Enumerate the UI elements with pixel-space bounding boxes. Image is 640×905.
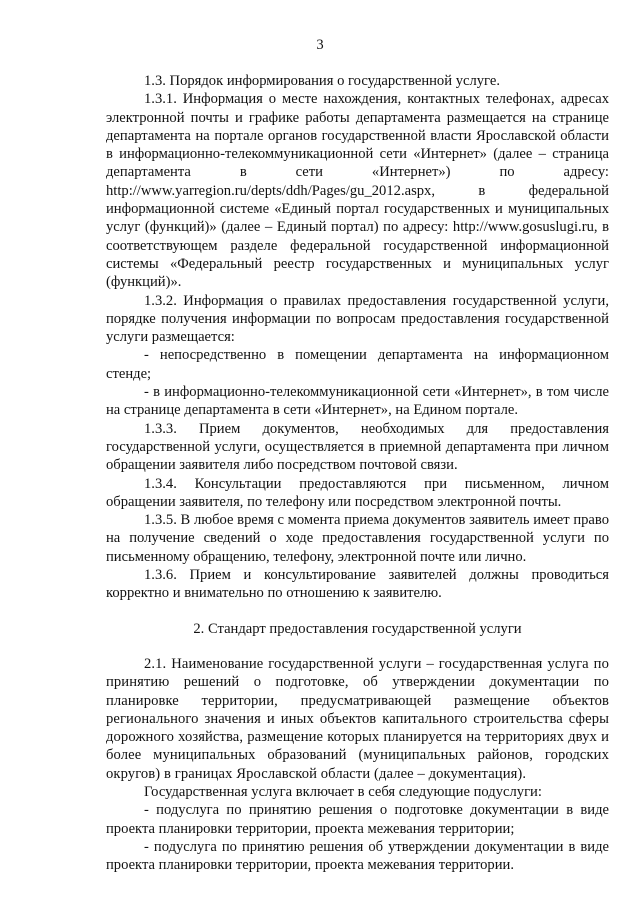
section-heading: 2. Стандарт предоставления государственной услуги <box>193 620 522 637</box>
list-item-subservice-approval: - подуслуга по принятию решения об утверждении документации в виде проекта планировки территории, проекта межевания территории. <box>106 838 609 874</box>
list-item-internet: - в информационно-телекоммуникационной сети «Интернет», в том числе на странице департамента в сети «Интернет», на Едином портале. <box>106 384 609 419</box>
paragraph-1-3-5: 1.3.5. В любое время с момента приема документов заявитель имеет право на получение сведений о ходе предоставления государственной услуги по письменному обращению, телефону, электронной почте или лично. <box>106 512 609 565</box>
document-body <box>106 72 609 874</box>
list-item-stand: - непосредственно в помещении департамента на информационном стенде; <box>106 347 609 382</box>
paragraph-subservices: Государственная услуга включает в себя следующие подуслуги: <box>144 783 542 800</box>
paragraph-1-3: 1.3. Порядок информирования о государственной услуге. <box>144 73 500 89</box>
list-item-subservice-preparation: - подуслуга по принятию решения о подготовке документации в виде проекта планировки территории, проекта межевания территории; <box>106 802 609 837</box>
paragraph-1-3-4: 1.3.4. Консультации предоставляются при письменном, личном обращении заявителя, по телефону или посредством электронной почты. <box>106 475 609 510</box>
paragraph-2-1: 2.1. Наименование государственной услуги – государственная услуга по принятию решений о подготовке, об утверждении документации по планировке территории, предусматривающей размещение объектов регионального значения и иных объектов капитального строительства сферы дорожного хозяйства, размещение которых планируется на территориях двух и более муниципальных образований (муниципальных районов, городских округов) в границах Ярославской области (далее – документация). <box>106 655 609 782</box>
paragraph-1-3-6: 1.3.6. Прием и консультирование заявителей должны проводиться корректно и внимательно по отношению к заявителю. <box>106 567 609 602</box>
paragraph-1-3-2: 1.3.2. Информация о правилах предоставления государственной услуги, порядке получения информации по вопросам предоставления государственной услуги размещается: <box>106 292 609 346</box>
page-number: 3 <box>316 37 324 53</box>
paragraph-1-3-3: 1.3.3. Прием документов, необходимых для предоставления государственной услуги, осуществляется в приемной департамента при личном обращении заявителя либо посредством почтовой связи. <box>106 420 609 474</box>
paragraph-1-3-1: 1.3.1. Информация о месте нахождения, контактных телефонах, адресах электронной почты и графике работы департамента размещается на странице департамента на портале органов государственной власти Ярославской области в информационно-телекоммуникационной сети «Интернет» (далее – страница департамента в сети «Интернет») по адресу: http://www.yarregion.ru/depts/ddh/Pages/gu_2012.aspx, в федеральной информационной системе «Единый портал государственных и муниципальных услуг (функций)» (далее – Единый портал) по адресу: http://www.gosuslugi.ru, в соответствующем разделе федеральной государственной информационной системы «Федеральный реестр государственных и муниципальных услуг (функций)». <box>106 91 609 291</box>
